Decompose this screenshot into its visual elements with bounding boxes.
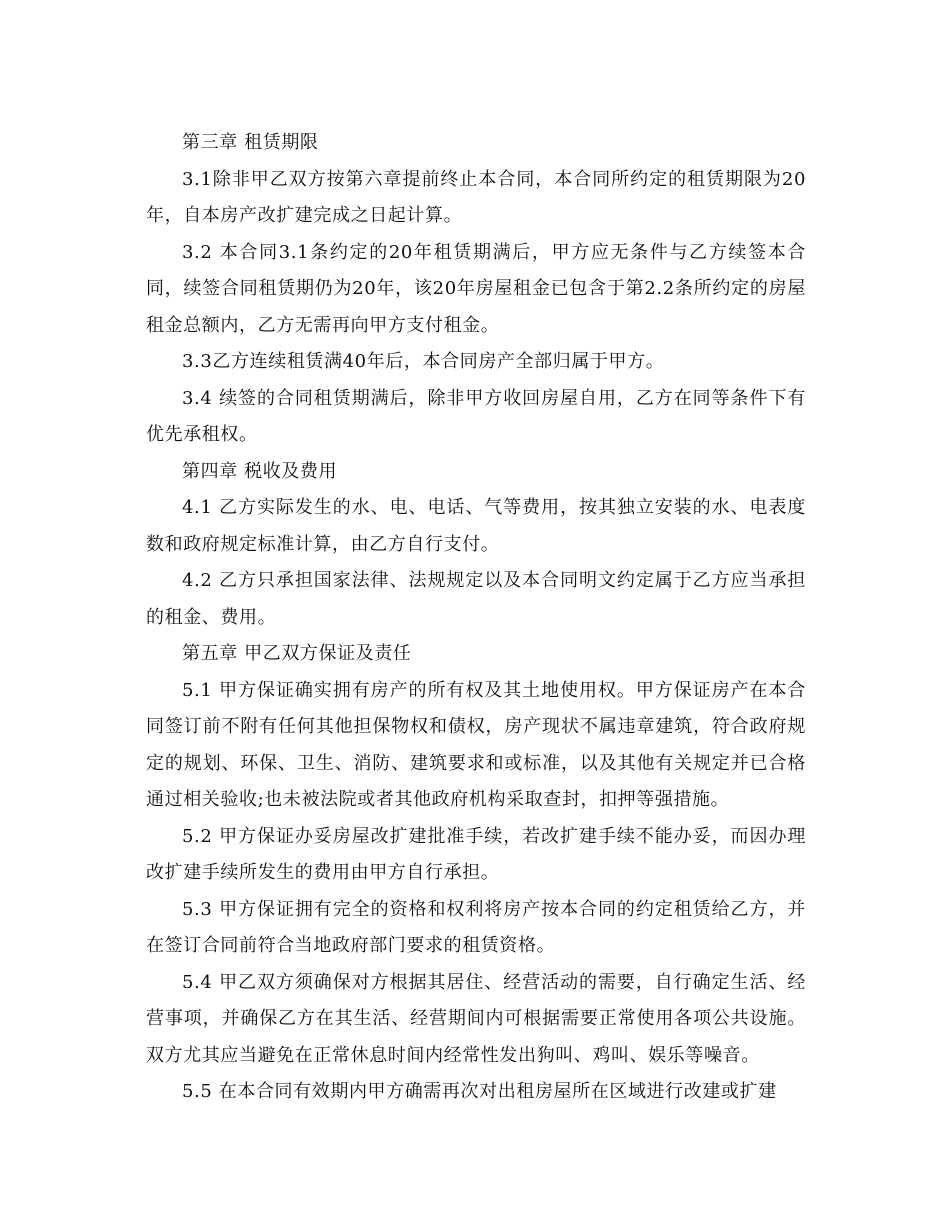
clause-3-2: 3.2 本合同3.1条约定的20年租赁期满后，甲方应无条件与乙方续签本合同，续签合同租赁期仍为20年，该20年房屋租金已包含于第2.2条所约定的房屋租金总额内，乙方无需再向甲方支付租金。 bbox=[146, 241, 806, 336]
document-body bbox=[146, 125, 806, 1111]
clause-4-1: 4.1 乙方实际发生的水、电、电话、气等费用，按其独立安装的水、电表度数和政府规定标准计算，由乙方自行支付。 bbox=[146, 497, 806, 555]
clause-5-4: 5.4 甲乙双方须确保对方根据其居住、经营活动的需要，自行确定生活、经营事项，并确保乙方在其生活、经营期间内可根据需要正常使用各项公共设施。双方尤其应当避免在正常休息时间内经常性发出狗叫、鸡叫、娱乐等噪音。 bbox=[146, 971, 806, 1066]
chapter-heading-5: 第五章 甲乙双方保证及责任 bbox=[182, 643, 412, 664]
clause-3-3: 3.3乙方连续租赁满40年后，本合同房产全部归属于甲方。 bbox=[182, 351, 665, 372]
clause-3-4: 3.4 续签的合同租赁期满后，除非甲方收回房屋自用，乙方在同等条件下有优先承租权。 bbox=[146, 387, 806, 445]
clause-3-1: 3.1除非甲乙双方按第六章提前终止本合同，本合同所约定的租赁期限为20年，自本房产改扩建完成之日起计算。 bbox=[146, 168, 806, 226]
clause-5-1: 5.1 甲方保证确实拥有房产的所有权及其土地使用权。甲方保证房产在本合同签订前不附有任何其他担保物权和债权，房产现状不属违章建筑，符合政府规定的规划、环保、卫生、消防、建筑要求和或标准，以及其他有关规定并已合格通过相关验收;也未被法院或者其他政府机构采取查封，扣押等强措施。 bbox=[146, 679, 806, 810]
clause-4-2: 4.2 乙方只承担国家法律、法规规定以及本合同明文约定属于乙方应当承担的租金、费用。 bbox=[146, 570, 806, 628]
clause-5-5: 5.5 在本合同有效期内甲方确需再次对出租房屋所在区域进行改建或扩建 bbox=[182, 1081, 777, 1102]
chapter-heading-4: 第四章 税收及费用 bbox=[182, 460, 338, 482]
clause-5-2: 5.2 甲方保证办妥房屋改扩建批准手续，若改扩建手续不能办妥，而因办理改扩建手续所发生的费用由甲方自行承担。 bbox=[146, 825, 806, 883]
chapter-heading-3: 第三章 租赁期限 bbox=[182, 132, 319, 153]
clause-5-3: 5.3 甲方保证拥有完全的资格和权利将房产按本合同的约定租赁给乙方，并在签订合同前符合当地政府部门要求的租赁资格。 bbox=[146, 898, 806, 956]
